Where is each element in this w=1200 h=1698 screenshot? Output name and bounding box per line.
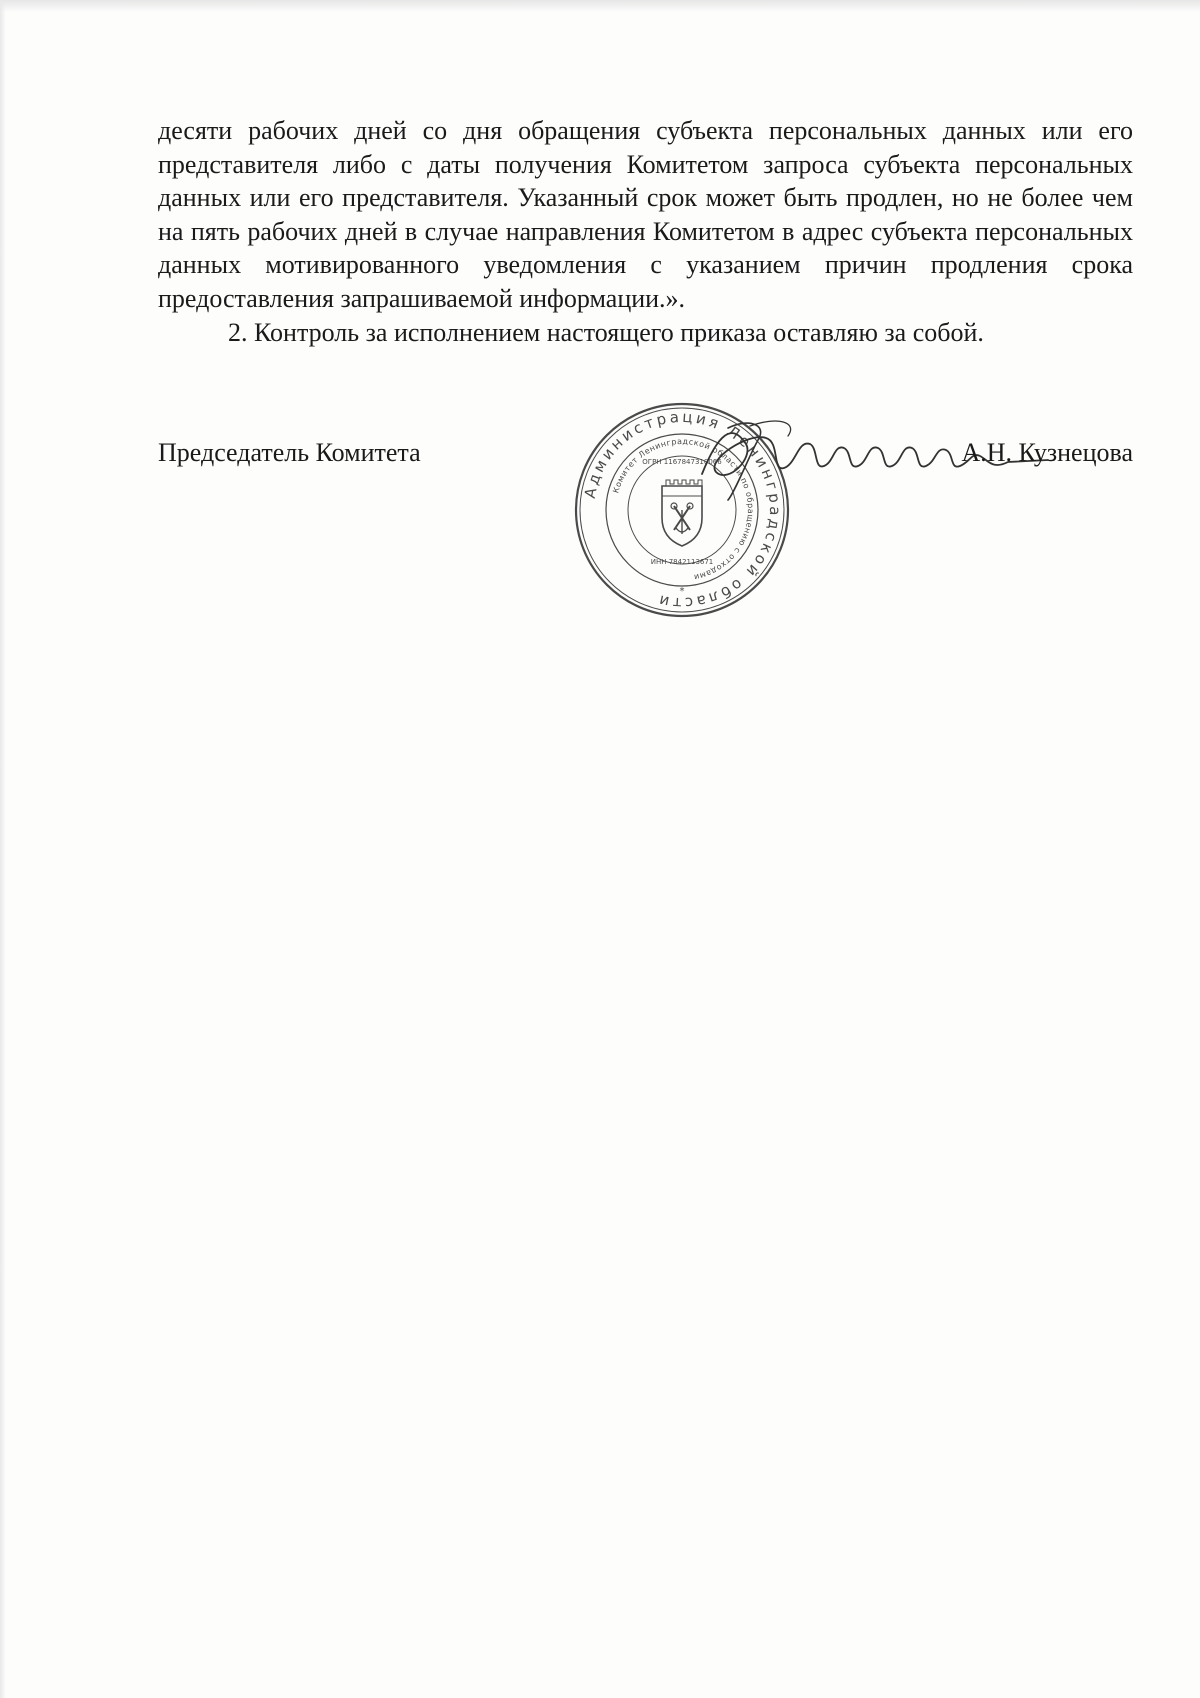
scan-edge-top bbox=[0, 0, 1200, 12]
signer-name: А.Н. Кузнецова bbox=[961, 438, 1133, 467]
seal-inn: ИНН 7842113671 bbox=[650, 558, 714, 566]
paragraph-continuation: десяти рабочих дней со дня обращения субъекта персональных данных или его представителя либо с даты получения Комитетом запроса субъекта персональных данных или его представителя. Указанный срок может быть продлен, но не более чем на пять рабочих дней в случае направления Комитетом в адрес субъекта персональных данных мотивированного уведомления с указанием причин продления срока предоставления запрашиваемой информации.». bbox=[158, 116, 1133, 313]
document-body bbox=[158, 114, 1133, 349]
scan-edge-left bbox=[0, 0, 6, 1698]
seal-outer-text: Администрация Ленинградской области bbox=[580, 407, 785, 613]
seal-inner-text: Комитет Ленинградской области по обращению с отходами bbox=[611, 436, 756, 582]
seal-ogrn: ОГРН 1167847310066 bbox=[642, 458, 722, 466]
svg-text:*: * bbox=[679, 586, 685, 597]
signature-block bbox=[158, 407, 1133, 626]
paragraph-control-clause: 2. Контроль за исполнением настоящего приказа оставляю за собой. bbox=[228, 317, 984, 347]
signer-position: Председатель Комитета bbox=[158, 438, 421, 467]
